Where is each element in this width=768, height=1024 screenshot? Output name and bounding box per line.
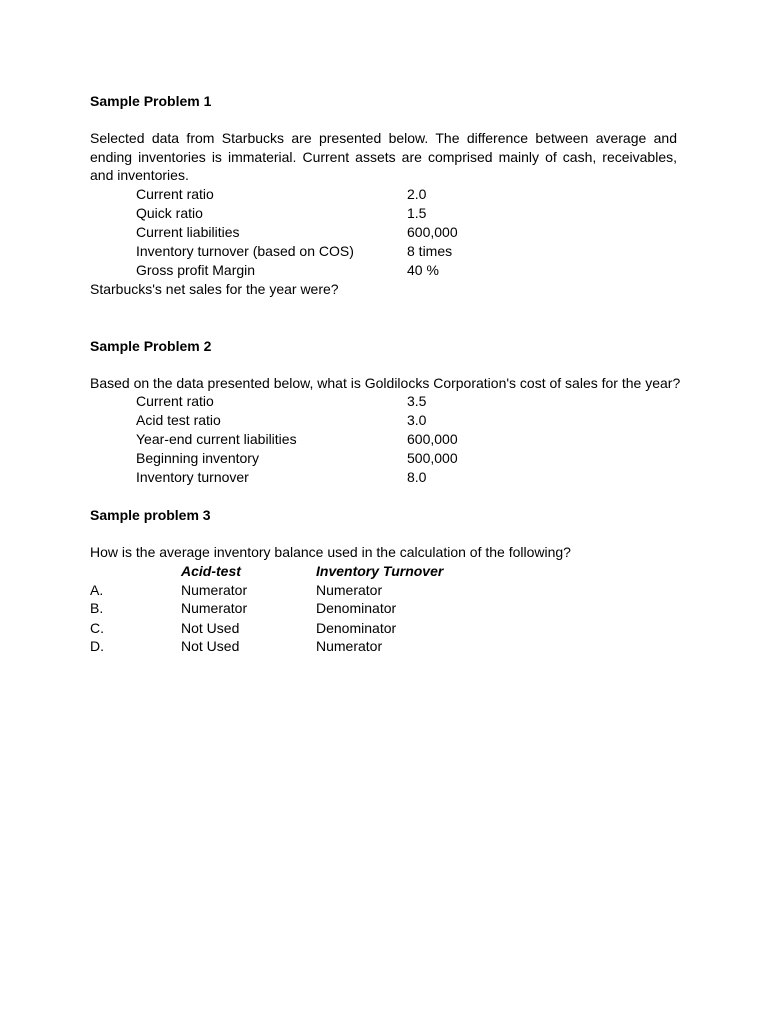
choice-letter: C. [90,620,104,636]
choices-header [0,563,768,582]
item-label: Year-end current liabilities [136,431,297,447]
choice-acid-test: Not Used [181,638,240,654]
choice-letter: A. [90,582,104,598]
choice-row [0,620,768,639]
choice-letter: B. [90,600,104,616]
item-label: Inventory turnover [136,469,249,485]
item-value: 500,000 [407,450,458,466]
item-value: 1.5 [407,205,427,221]
item-label: Quick ratio [136,205,203,221]
problem1-question: Starbucks's net sales for the year were? [90,281,339,297]
column-header-acid-test: Acid-test [181,563,241,579]
problem2-item [0,469,768,488]
problem1-intro: Selected data from Starbucks are presented below. The difference between average and ending inventories is immaterial. Current assets are comprised mainly of cash, receivables, and inventories. [90,130,677,184]
item-value: 2.0 [407,186,427,202]
problem2-item [0,412,768,431]
choice-acid-test: Not Used [181,620,240,636]
problem1-item [0,205,768,224]
item-label: Inventory turnover (based on COS) [136,243,354,259]
item-value: 600,000 [407,224,458,240]
item-label: Gross profit Margin [136,262,256,278]
choice-row [0,582,768,601]
problem2-item [0,431,768,450]
choice-acid-test: Numerator [181,582,248,598]
problem1-item [0,262,768,281]
choice-inventory-turnover: Denominator [316,600,397,616]
item-value: 8.0 [407,469,427,485]
item-value: 600,000 [407,431,458,447]
problem2-heading: Sample Problem 2 [90,338,212,354]
problem2-item [0,450,768,469]
choice-inventory-turnover: Numerator [316,582,383,598]
choice-inventory-turnover: Denominator [316,620,397,636]
choice-inventory-turnover: Numerator [316,638,383,654]
problem1-heading: Sample Problem 1 [90,93,212,109]
problem1-item [0,224,768,243]
problem2-question: Based on the data presented below, what is Goldilocks Corporation's cost of sales for the year? [90,375,681,391]
item-label: Acid test ratio [136,412,221,428]
column-header-inventory-turnover: Inventory Turnover [316,563,444,579]
problem3-heading: Sample problem 3 [90,507,211,523]
problem2-item [0,393,768,412]
item-value: 40 % [407,262,439,278]
choice-row [0,638,768,657]
choice-acid-test: Numerator [181,600,248,616]
item-value: 3.5 [407,393,427,409]
item-label: Current ratio [136,393,214,409]
item-label: Current liabilities [136,224,240,240]
item-value: 3.0 [407,412,427,428]
choice-row [0,600,768,619]
item-value: 8 times [407,243,453,259]
problem3-question: How is the average inventory balance used in the calculation of the following? [90,544,571,560]
problem1-item [0,186,768,205]
choice-letter: D. [90,638,104,654]
problem1-item [0,243,768,262]
item-label: Beginning inventory [136,450,259,466]
item-label: Current ratio [136,186,214,202]
